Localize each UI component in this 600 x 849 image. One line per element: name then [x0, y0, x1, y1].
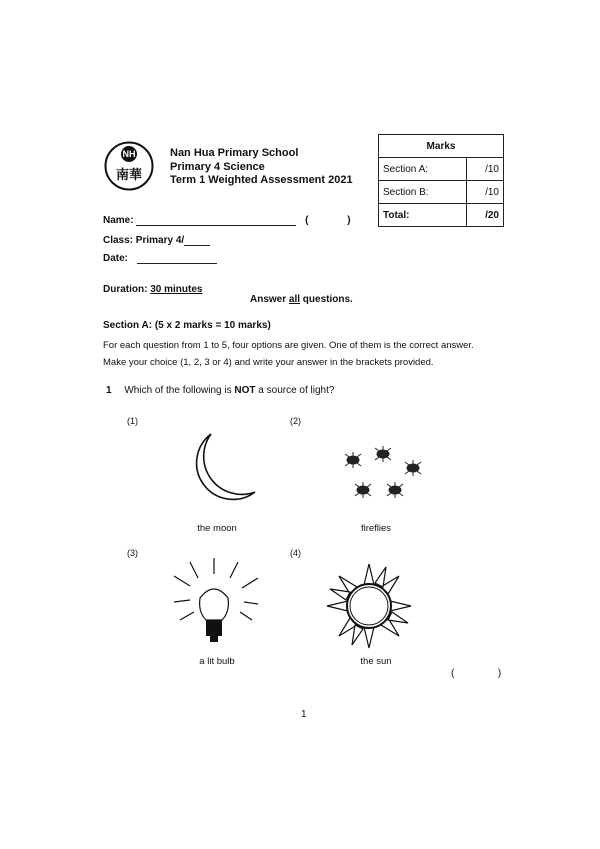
- option-3-caption: a lit bulb: [199, 656, 235, 667]
- page-number: 1: [301, 709, 307, 720]
- option-3-number: (3): [127, 548, 138, 558]
- name-field[interactable]: [136, 225, 296, 226]
- instructions-line-2: Make your choice (1, 2, 3 or 4) and write your answer in the brackets provided.: [103, 357, 434, 368]
- question-1: [106, 385, 334, 396]
- date-row: [103, 253, 217, 264]
- class-field[interactable]: [184, 245, 210, 246]
- marks-label: Section A:: [379, 158, 467, 181]
- register-number-bracket-open: (: [305, 215, 309, 226]
- marks-title: Marks: [379, 135, 504, 158]
- option-1-caption: the moon: [197, 523, 237, 534]
- sun-icon: [326, 563, 412, 649]
- class-row: [103, 235, 210, 246]
- option-4-caption: the sun: [360, 656, 392, 667]
- answer-all-post: questions.: [300, 294, 353, 305]
- marks-total-label: Total:: [379, 204, 467, 227]
- school-logo: [104, 141, 154, 191]
- option-2-number: (2): [290, 416, 301, 426]
- school-name: Nan Hua Primary School: [170, 147, 299, 159]
- answer-all-instruction: [250, 294, 353, 305]
- marks-label: Section B:: [379, 181, 467, 204]
- option-1-number: (1): [127, 416, 138, 426]
- moon-icon: [183, 430, 263, 510]
- answer-bracket-open: (: [451, 668, 455, 679]
- duration-row: [103, 284, 202, 295]
- marks-row-total: [379, 204, 504, 227]
- register-number-bracket-close: ): [347, 215, 351, 226]
- option-4-number: (4): [290, 548, 301, 558]
- name-label: Name:: [103, 215, 134, 226]
- answer-all-pre: Answer: [250, 294, 289, 305]
- marks-row-section-a: [379, 158, 504, 181]
- question-text-post: a source of light?: [255, 385, 335, 396]
- lit-bulb-icon: [168, 558, 268, 654]
- duration-value: 30 minutes: [150, 284, 203, 295]
- duration-label: Duration:: [103, 284, 148, 295]
- assessment-title: Term 1 Weighted Assessment 2021: [170, 174, 353, 186]
- answer-bracket-close: ): [497, 668, 502, 679]
- marks-table: [378, 134, 504, 227]
- section-a-instructions: [103, 337, 513, 371]
- question-text-emph: NOT: [234, 385, 256, 396]
- instructions-line-1: For each question from 1 to 5, four options are given. One of them is the correct answer.: [103, 340, 474, 351]
- subject-title: Primary 4 Science: [170, 160, 265, 173]
- question-number: 1: [106, 385, 112, 396]
- question-text: [124, 385, 334, 396]
- fireflies-icon: [335, 440, 435, 510]
- option-2-caption: fireflies: [360, 523, 392, 534]
- class-label: Class: Primary 4/: [103, 235, 185, 246]
- svg-text:南華: 南華: [115, 168, 143, 183]
- section-a-heading: Section A: (5 x 2 marks = 10 marks): [103, 320, 271, 331]
- date-label: Date:: [103, 253, 129, 264]
- svg-text:NH: NH: [122, 149, 136, 159]
- marks-value: /10: [467, 158, 504, 181]
- marks-row-section-b: [379, 181, 504, 204]
- answer-all-emph: all: [288, 294, 301, 305]
- marks-total-value: /20: [467, 204, 504, 227]
- question-text-pre: Which of the following is: [124, 385, 235, 396]
- answer-bracket: [451, 668, 501, 679]
- name-row: [103, 215, 351, 226]
- marks-value: /10: [467, 181, 504, 204]
- school-header: [170, 147, 353, 188]
- date-field[interactable]: [137, 263, 217, 264]
